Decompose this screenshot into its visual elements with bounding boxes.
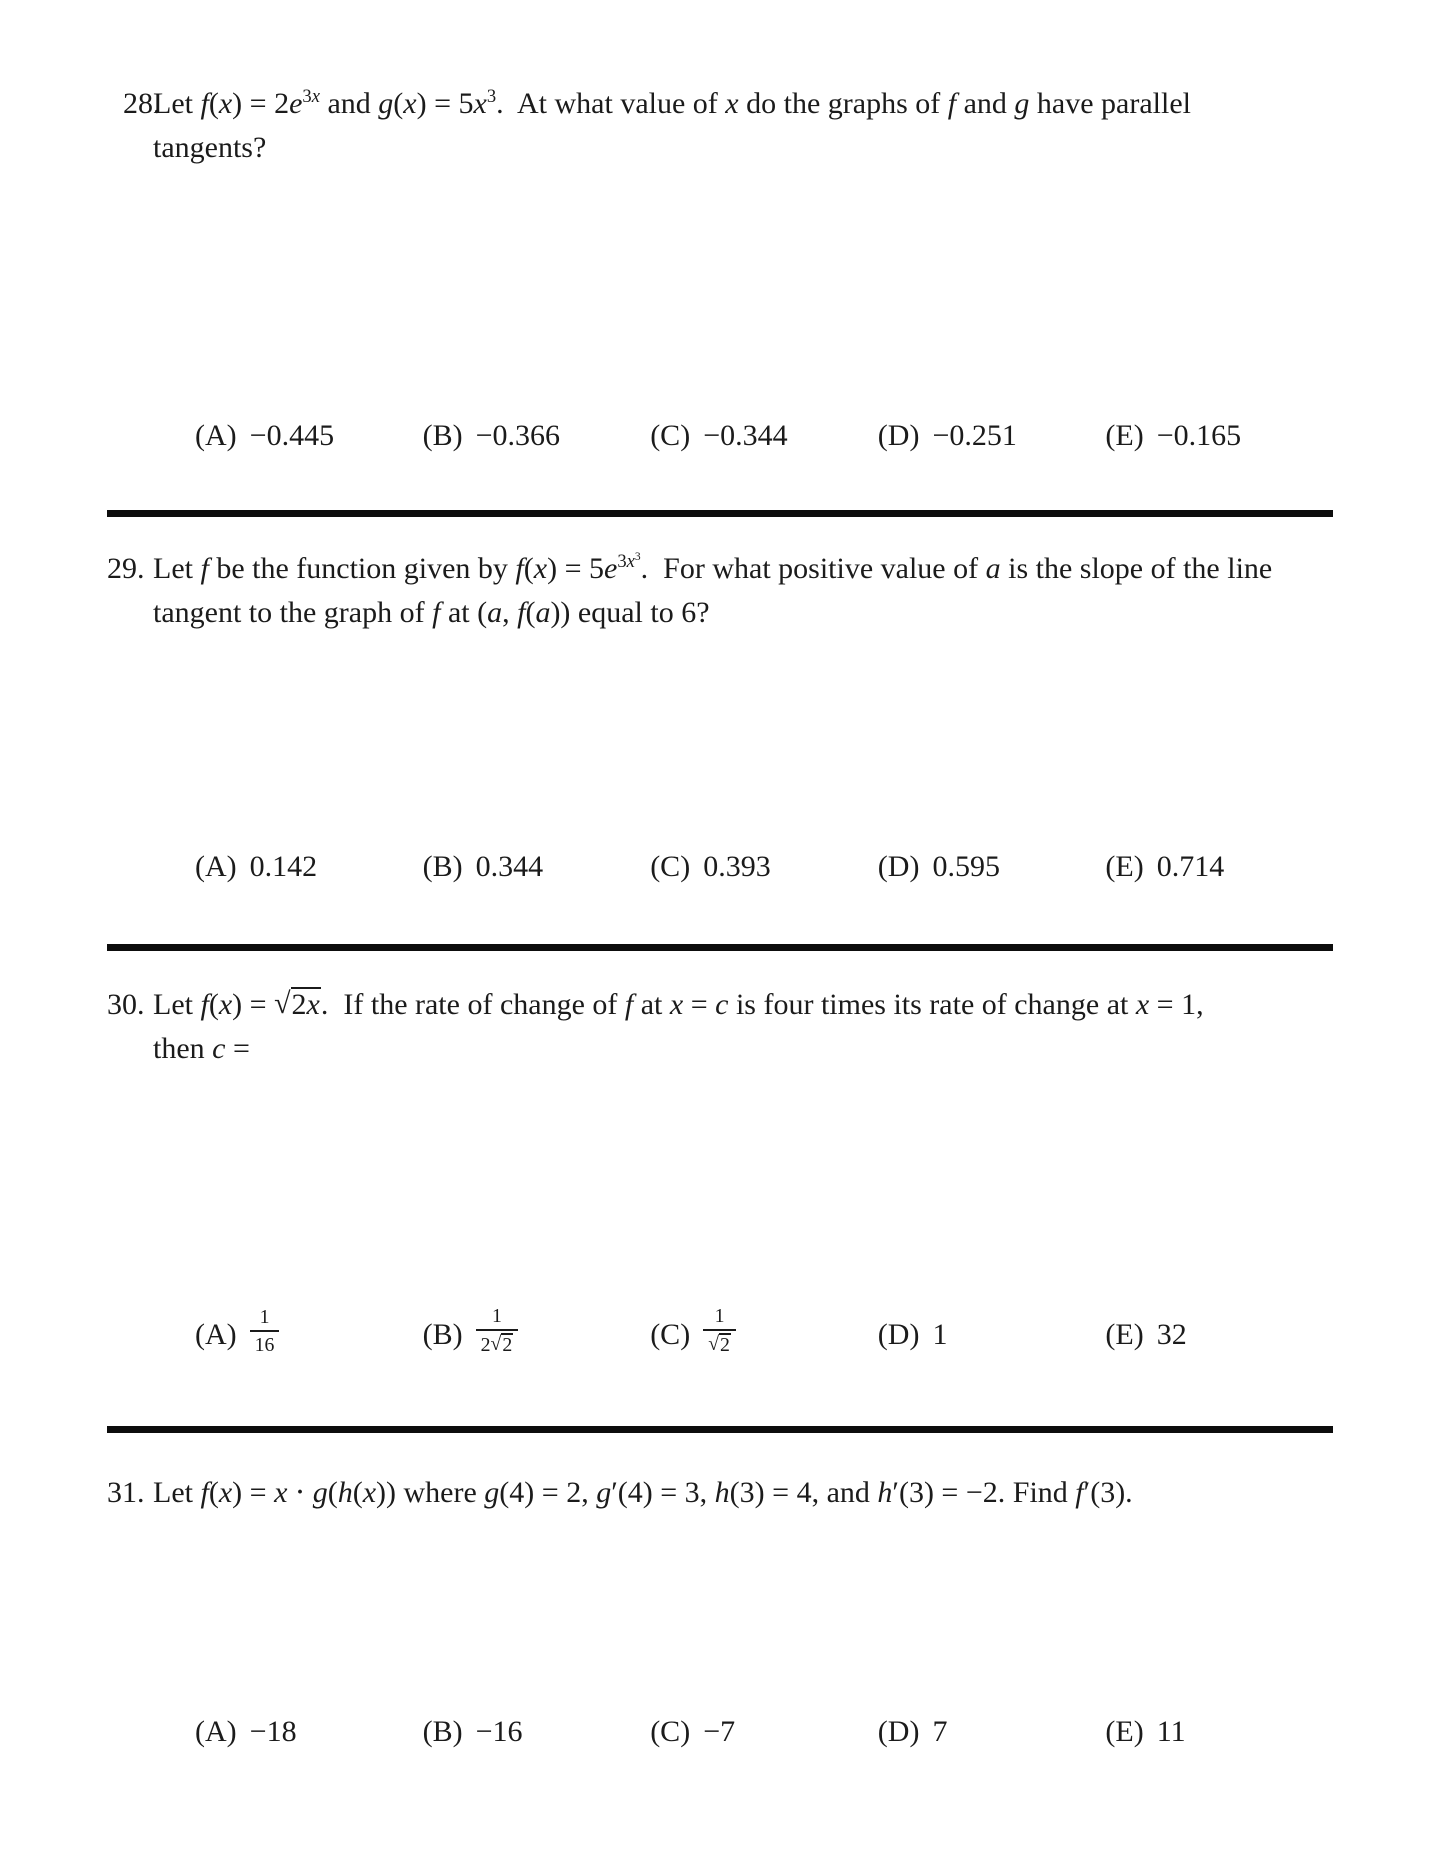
question-29-line-2: tangent to the graph of f at (a, f(a)) equal to 6? — [153, 596, 710, 629]
choice-value: −0.251 — [932, 419, 1017, 452]
choice-value: 0.393 — [703, 850, 771, 883]
question-28-choice-d — [878, 414, 1106, 458]
choice-value: 32 — [1156, 1318, 1187, 1352]
choice-value: 11 — [1156, 1714, 1186, 1748]
question-28-choice-c — [650, 414, 878, 458]
question-29 — [107, 517, 1333, 889]
choice-value: 0.344 — [475, 850, 544, 883]
choice-label: (B) — [422, 850, 463, 883]
choice-label: (A) — [195, 419, 237, 452]
choice-label: (D) — [877, 1318, 920, 1352]
choice-value: 0.714 — [1156, 850, 1225, 883]
question-30-choice-a — [195, 1305, 423, 1362]
question-30-number: 30. — [107, 988, 145, 1021]
choice-value: −18 — [249, 1714, 297, 1748]
choice-label: (D) — [877, 1714, 920, 1748]
choice-label: (E) — [1105, 419, 1144, 452]
choice-label: (D) — [877, 850, 920, 883]
question-31-choice-d — [878, 1710, 1106, 1754]
question-28-choice-b — [423, 414, 651, 458]
choice-value: 0.595 — [932, 850, 1000, 883]
question-28-choices — [107, 414, 1333, 458]
question-29-number: 29. — [107, 552, 145, 585]
question-30-choice-e — [1105, 1313, 1333, 1357]
choice-label: (B) — [422, 1318, 463, 1352]
question-30-choice-c — [650, 1305, 878, 1362]
choice-label: (D) — [877, 419, 920, 452]
question-31-choice-c — [650, 1710, 878, 1754]
choice-label: (C) — [650, 850, 691, 883]
question-30-line-2: then c = — [153, 1032, 250, 1065]
question-30-choice-b — [422, 1305, 651, 1362]
question-30-choices — [107, 1305, 1333, 1362]
question-31-number: 31. — [107, 1475, 145, 1509]
choice-value: −0.366 — [475, 419, 561, 452]
question-28 — [107, 0, 1333, 458]
choice-value: −0.344 — [703, 419, 788, 452]
choice-label: (E) — [1105, 1318, 1144, 1352]
choice-value: 0.142 — [249, 850, 318, 883]
choice-value: $\frac{1}{√2}$ — [703, 1309, 736, 1362]
question-29-choice-d — [878, 845, 1106, 889]
choice-value: −7 — [703, 1714, 736, 1748]
question-31-choices — [107, 1710, 1333, 1754]
question-29-line-1: Let f be the function given by $f(x) = 5e^{3x^3}$. For what positive value of a is the slope of the line — [153, 550, 1273, 585]
choice-label: (A) — [195, 1318, 237, 1352]
question-28-text — [107, 82, 1333, 170]
choice-value: −16 — [475, 1714, 523, 1748]
question-31-text — [107, 1471, 1333, 1515]
question-28-line-1: Let $f(x) = 2e^{3x}$ and $g(x) = 5x^3$. At what value of x do the graphs of f and g have parallel — [153, 86, 1191, 120]
question-31 — [107, 1433, 1333, 1754]
choice-value: $\frac{1}{16}$ — [250, 1310, 280, 1362]
choice-label: (C) — [650, 1714, 691, 1748]
question-29-choices — [107, 845, 1333, 889]
question-30 — [107, 951, 1333, 1362]
question-28-line-2: tangents? — [153, 131, 267, 164]
choice-label: (B) — [422, 419, 463, 452]
question-29-choice-a — [195, 845, 423, 889]
choice-label: (E) — [1105, 1714, 1144, 1748]
question-29-choice-b — [423, 845, 651, 889]
choice-value: 1 — [932, 1318, 948, 1352]
question-28-number: 28. — [123, 87, 161, 120]
question-30-line-1: Let f(x) = √2x. If the rate of change of f at x = c is four times its rate of change at x = 1, — [153, 987, 1204, 1021]
choice-label: (B) — [422, 1714, 463, 1748]
choice-value: 7 — [932, 1714, 948, 1748]
choice-label: (C) — [650, 1318, 691, 1352]
choice-label: (A) — [195, 1714, 237, 1748]
question-29-choice-c — [650, 845, 878, 889]
question-31-line-1: Let f(x) = x ⋅ g(h(x)) where g(4) = 2, g′(4) = 3, h(3) = 4, and h′(3) = −2. Find f′(3). — [153, 1475, 1133, 1509]
choice-value: −0.165 — [1156, 419, 1242, 452]
choice-value: $\frac{1}{2√2}$ — [476, 1309, 519, 1362]
question-29-choice-e — [1105, 845, 1333, 889]
question-28-choice-e — [1105, 414, 1333, 458]
question-31-choice-a — [195, 1710, 423, 1754]
question-31-choice-e — [1105, 1710, 1333, 1754]
question-30-text — [107, 983, 1333, 1071]
question-29-text — [107, 547, 1333, 635]
section-divider-3 — [107, 1426, 1333, 1433]
choice-label: (E) — [1105, 850, 1144, 883]
section-divider-2 — [107, 944, 1333, 951]
question-28-choice-a — [195, 414, 423, 458]
choice-label: (A) — [195, 850, 237, 883]
question-30-choice-d — [878, 1313, 1106, 1357]
question-31-choice-b — [423, 1710, 651, 1754]
choice-value: −0.445 — [249, 419, 335, 452]
section-divider-1 — [107, 510, 1333, 517]
choice-label: (C) — [650, 419, 691, 452]
